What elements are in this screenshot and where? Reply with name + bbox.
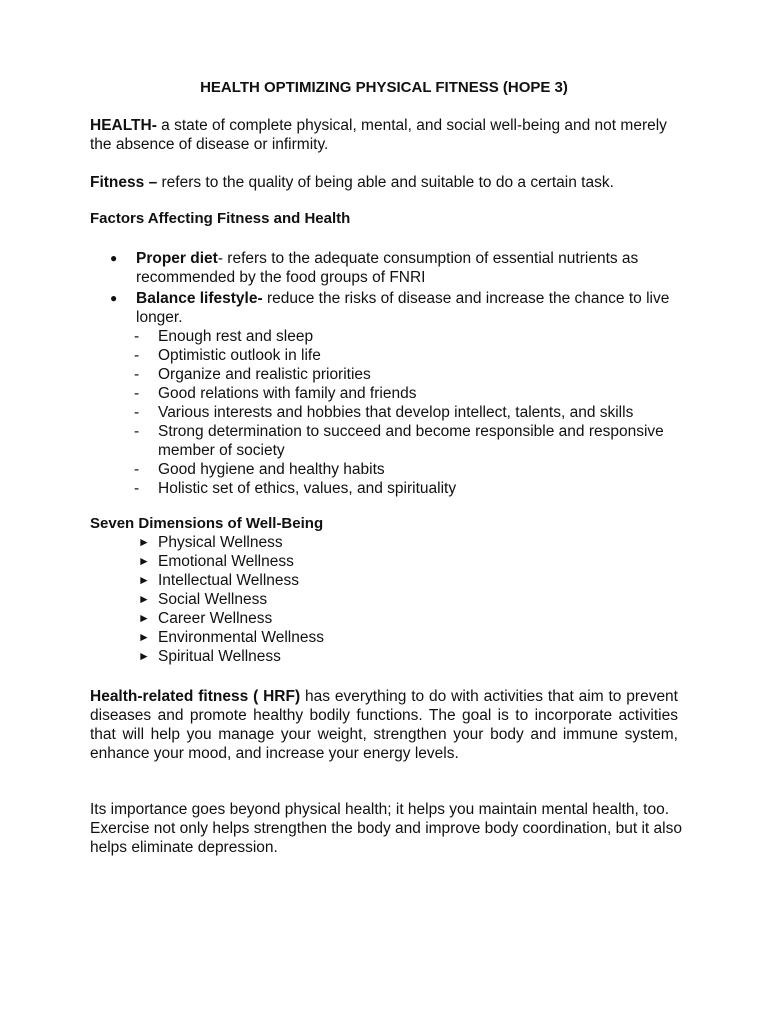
dash-marker: - (134, 404, 140, 421)
list-item: - Various interests and hobbies that develop intellect, talents, and skills (134, 404, 634, 421)
list-item: - Good hygiene and healthy habits (134, 461, 385, 478)
health-term: HEALTH- (90, 117, 157, 134)
health-text: a state of complete physical, mental, and social well-being and not merely the absence of disease or infirmity. (90, 117, 667, 153)
list-item: ► Physical Wellness (138, 534, 283, 551)
list-item: - Organize and realistic priorities (134, 366, 371, 383)
list-item: ► Intellectual Wellness (138, 572, 300, 589)
list-item: ► Spiritual Wellness (138, 648, 281, 665)
lifestyle-points (108, 327, 688, 498)
fitness-definition (90, 173, 690, 192)
factors-heading: Factors Affecting Fitness and Health (90, 210, 351, 227)
triangle-right-icon: ► (138, 649, 150, 663)
list-item: - Enough rest and sleep (134, 328, 314, 345)
list-item: ► Social Wellness (138, 591, 268, 608)
proper-diet-text: - refers to the adequate consumption of essential nutrients as recommended by the food groups of FNRI (136, 250, 639, 286)
fitness-text: refers to the quality of being able and suitable to do a certain task. (157, 174, 614, 191)
list-item (108, 249, 688, 287)
list-item (108, 289, 688, 327)
dash-marker: - (134, 347, 140, 364)
balance-lifestyle-term: Balance lifestyle- (136, 290, 263, 307)
factors-list (108, 249, 688, 498)
dash-marker: - (134, 366, 140, 383)
balance-lifestyle-text: reduce the risks of disease and increase the chance to live longer. (136, 290, 670, 326)
list-item: - Strong determination to succeed and become responsible and responsive member of society (134, 423, 664, 459)
triangle-right-icon: ► (138, 554, 150, 568)
dimensions-list (138, 533, 538, 666)
list-item: - Holistic set of ethics, values, and spirituality (134, 480, 457, 497)
dash-marker: - (134, 328, 140, 345)
bullet-dot-icon: ● (110, 251, 118, 265)
dash-marker: - (134, 385, 140, 402)
hrf-paragraph (90, 687, 678, 763)
dimensions-heading: Seven Dimensions of Well-Being (90, 515, 324, 532)
dash-marker: - (134, 461, 140, 478)
hrf-text: has everything to do with activities that aim to prevent diseases and promote healthy bodily functions. The goal is to incorporate activities that will help you manage your weight, strengthen your body and immune system, enhance your mood, and increase your energy levels. (90, 688, 678, 762)
dash-marker: - (134, 480, 140, 497)
document-title: HEALTH OPTIMIZING PHYSICAL FITNESS (HOPE 3) (200, 79, 568, 96)
triangle-right-icon: ► (138, 630, 150, 644)
triangle-right-icon: ► (138, 573, 150, 587)
hrf-term: Health-related fitness ( HRF) (90, 688, 301, 705)
list-item: ► Environmental Wellness (138, 629, 324, 646)
proper-diet-term: Proper diet (136, 250, 218, 267)
list-item: - Good relations with family and friends (134, 385, 417, 402)
fitness-term: Fitness – (90, 174, 158, 191)
importance-paragraph: Its importance goes beyond physical health; it helps you maintain mental health, too. Exercise not only helps strengthen the body and improve body coordination, but it also helps eliminate depression. (90, 801, 682, 856)
health-definition (90, 116, 690, 154)
list-item: - Optimistic outlook in life (134, 347, 321, 364)
triangle-right-icon: ► (138, 535, 150, 549)
list-item: ► Emotional Wellness (138, 553, 294, 570)
triangle-right-icon: ► (138, 592, 150, 606)
dash-marker: - (134, 423, 140, 440)
bullet-dot-icon: ● (110, 291, 118, 305)
list-item: ► Career Wellness (138, 610, 273, 627)
triangle-right-icon: ► (138, 611, 150, 625)
